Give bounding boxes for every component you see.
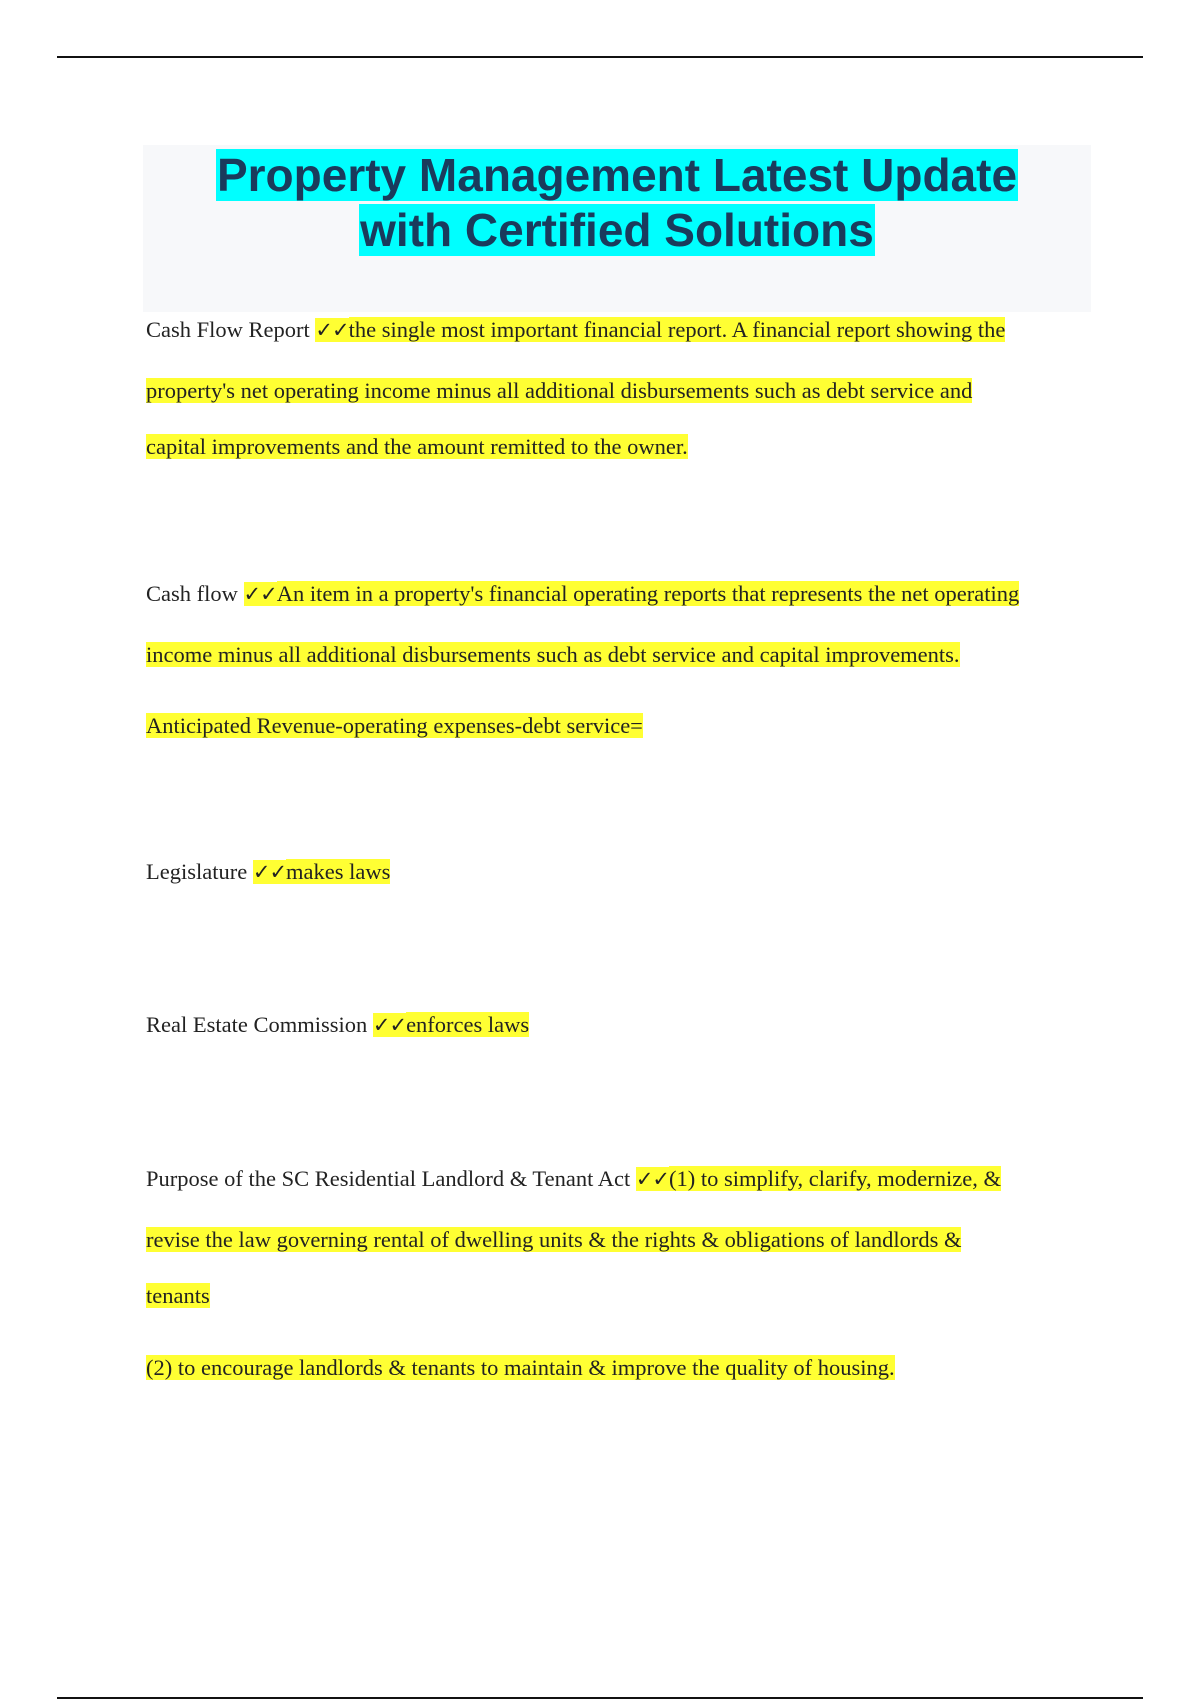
entry-answer-line: property's net operating income minus all additional disbursements such as debt service and <box>146 378 973 403</box>
double-check-icon: ✓✓ <box>252 860 287 884</box>
entry-term: Purpose of the SC Residential Landlord & Tenant Act <box>146 1166 631 1191</box>
entry-answer-line: income minus all additional disbursements such as debt service and capital improvements. <box>146 642 960 667</box>
qa-entry-sc-landlord-tenant-act <box>146 1149 1086 1398</box>
qa-entry-real-estate-commission <box>146 995 1086 1055</box>
header-rule <box>57 56 1143 58</box>
title-block <box>143 145 1091 312</box>
double-check-icon: ✓✓ <box>315 318 349 342</box>
entry-answer-line: capital improvements and the amount remitted to the owner. <box>146 434 688 459</box>
document-title-line-2: with Certified Solutions <box>360 204 874 256</box>
entry-answer-line: tenants <box>146 1283 210 1308</box>
double-check-icon: ✓✓ <box>635 1167 670 1191</box>
qa-entry-cash-flow <box>146 564 1086 756</box>
entry-answer-line: the single most important financial report. A financial report showing the <box>348 317 1006 342</box>
qa-entry-legislature <box>146 842 1086 902</box>
entry-answer-line: (1) to simplify, clarify, modernize, & <box>669 1166 1002 1191</box>
double-check-icon: ✓✓ <box>372 1013 407 1037</box>
footer-rule <box>57 1697 1143 1699</box>
entry-answer-line: enforces laws <box>406 1012 530 1037</box>
entry-term: Cash Flow Report <box>146 317 310 342</box>
entry-answer-line: makes laws <box>286 859 391 884</box>
entry-answer-line: Anticipated Revenue-operating expenses-debt service= <box>146 713 643 738</box>
entry-term: Cash flow <box>146 581 238 606</box>
entry-term: Legislature <box>146 859 248 884</box>
qa-entry-cash-flow-report <box>146 300 1086 477</box>
entry-answer-line: (2) to encourage landlords & tenants to maintain & improve the quality of housing. <box>146 1355 895 1380</box>
entry-answer-line: An item in a property's financial operating reports that represents the net operating <box>276 581 1020 606</box>
double-check-icon: ✓✓ <box>243 582 277 606</box>
entry-term: Real Estate Commission <box>146 1012 368 1037</box>
document-title-line-1: Property Management Latest Update <box>216 149 1018 201</box>
entry-answer-line: revise the law governing rental of dwelling units & the rights & obligations of landlords & <box>146 1227 962 1252</box>
